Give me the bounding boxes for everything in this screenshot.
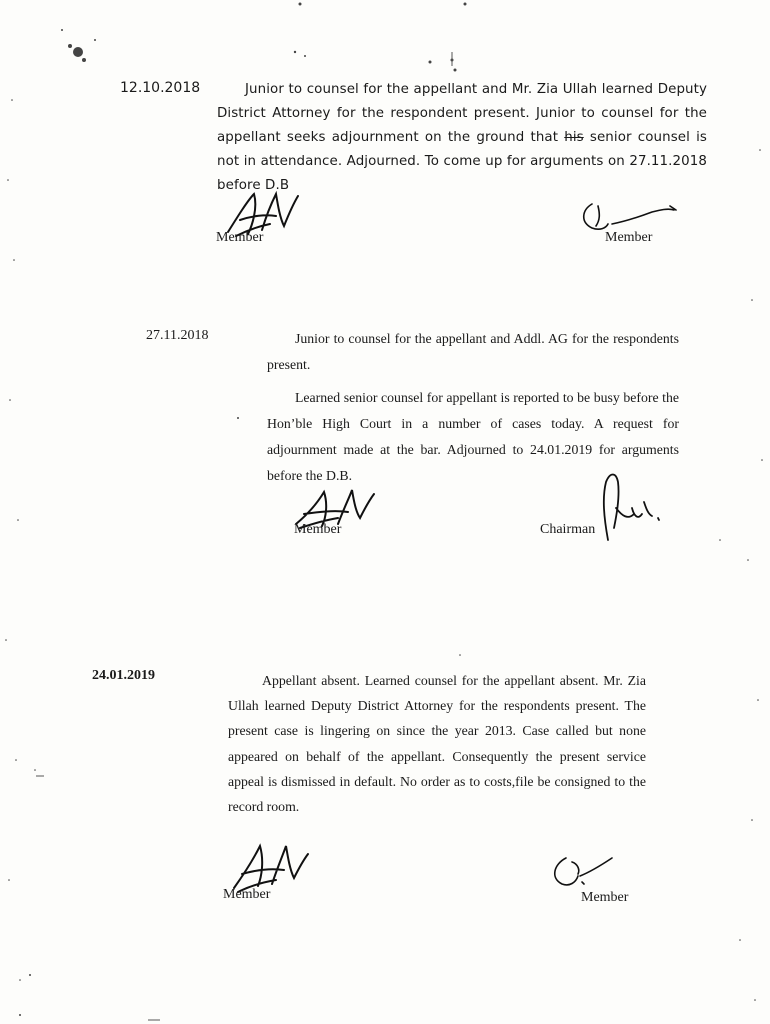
entry-1-right-signature-label: Member [605, 230, 653, 245]
entry-3-left-signature-label: Member [223, 887, 271, 902]
entry-1-text [217, 78, 707, 198]
entry-1-text-after: senior counsel is not in attendance. Adjourned. To come up for arguments on 27.11.2018 before D.B [217, 130, 707, 193]
entry-1-text-before: Junior to counsel for the appellant and Mr. Zia Ullah learned Deputy District Attorney for the respondent present. Junior to counsel for the appellant seeks adjournment on the ground that [217, 82, 707, 145]
entry-2-paragraph-1: Junior to counsel for the appellant and Addl. AG for the respondents present. [267, 331, 679, 372]
entry-1-left-signature-label: Member [216, 230, 264, 245]
entry-1-date: 12.10.2018 [120, 80, 201, 96]
entry-2-date: 27.11.2018 [146, 328, 209, 343]
entry-2-right-signature [586, 468, 666, 544]
entry-3-text: Appellant absent. Learned counsel for the appellant absent. Mr. Zia Ullah learned Deputy District Attorney for the respondents present. The present case is lingering on since the year 2013. Case called but none appeared on behalf of the appellant. Consequently the present service appeal is dismissed in default. No order as to costs,file be consigned to the record room. [228, 673, 646, 815]
entry-1-struck-word: his [564, 130, 584, 145]
entry-3-right-signature [548, 852, 628, 892]
entry-2-left-signature-label: Member [294, 522, 342, 537]
entry-3-left-signature [226, 838, 316, 894]
entry-2-right-signature-label: Chairman [540, 522, 596, 537]
entry-3-right-signature-label: Member [581, 890, 629, 905]
entry-2-paragraph-2: Learned senior counsel for appellant is reported to be busy before the Hon’ble High Court in a number of cases today. A request for adjournment made at the bar. Adjourned to 24.01.2019 for arguments before the D.B. [267, 390, 679, 483]
entry-3-date: 24.01.2019 [92, 668, 155, 683]
